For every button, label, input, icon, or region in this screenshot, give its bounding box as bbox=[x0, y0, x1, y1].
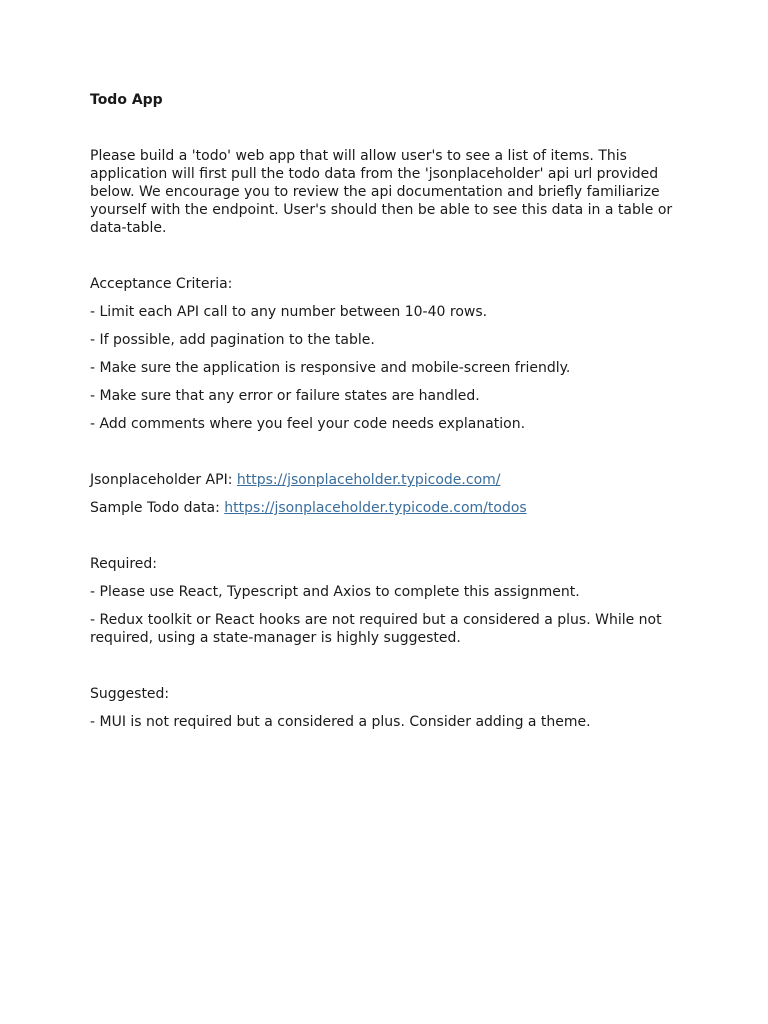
suggested-item: - MUI is not required but a considered a plus. Consider adding a theme. bbox=[90, 714, 591, 730]
acceptance-item: - Make sure the application is responsive and mobile-screen friendly. bbox=[90, 360, 571, 376]
required-heading: Required: bbox=[90, 556, 158, 572]
document-title: Todo App bbox=[90, 92, 163, 108]
acceptance-item: - Make sure that any error or failure states are handled. bbox=[90, 388, 480, 404]
sample-link-row bbox=[90, 499, 678, 517]
required-item: - Please use React, Typescript and Axios to complete this assignment. bbox=[90, 584, 580, 600]
api-link-row bbox=[90, 471, 678, 489]
intro-paragraph: Please build a 'todo' web app that will allow user's to see a list of items. This application will first pull the todo data from the 'jsonplaceholder' api url provided below. We encourage you to review the api documentation and briefly familiarize yourself with the endpoint. User's should then be able to see this data in a table or data-table. bbox=[90, 148, 673, 236]
api-link-label: Jsonplaceholder API: bbox=[90, 472, 237, 488]
api-link[interactable]: https://jsonplaceholder.typicode.com/ bbox=[236, 472, 501, 488]
acceptance-item: - If possible, add pagination to the table. bbox=[90, 332, 375, 348]
suggested-heading: Suggested: bbox=[90, 686, 170, 702]
acceptance-heading: Acceptance Criteria: bbox=[90, 276, 233, 292]
document-page bbox=[90, 91, 678, 731]
acceptance-item: - Limit each API call to any number between 10-40 rows. bbox=[90, 304, 488, 320]
acceptance-item: - Add comments where you feel your code needs explanation. bbox=[90, 416, 526, 432]
sample-link-label: Sample Todo data: bbox=[90, 500, 225, 516]
sample-todo-link[interactable]: https://jsonplaceholder.typicode.com/todos bbox=[224, 500, 527, 516]
required-item: - Redux toolkit or React hooks are not required but a considered a plus. While not required, using a state-manager is highly suggested. bbox=[90, 612, 662, 646]
